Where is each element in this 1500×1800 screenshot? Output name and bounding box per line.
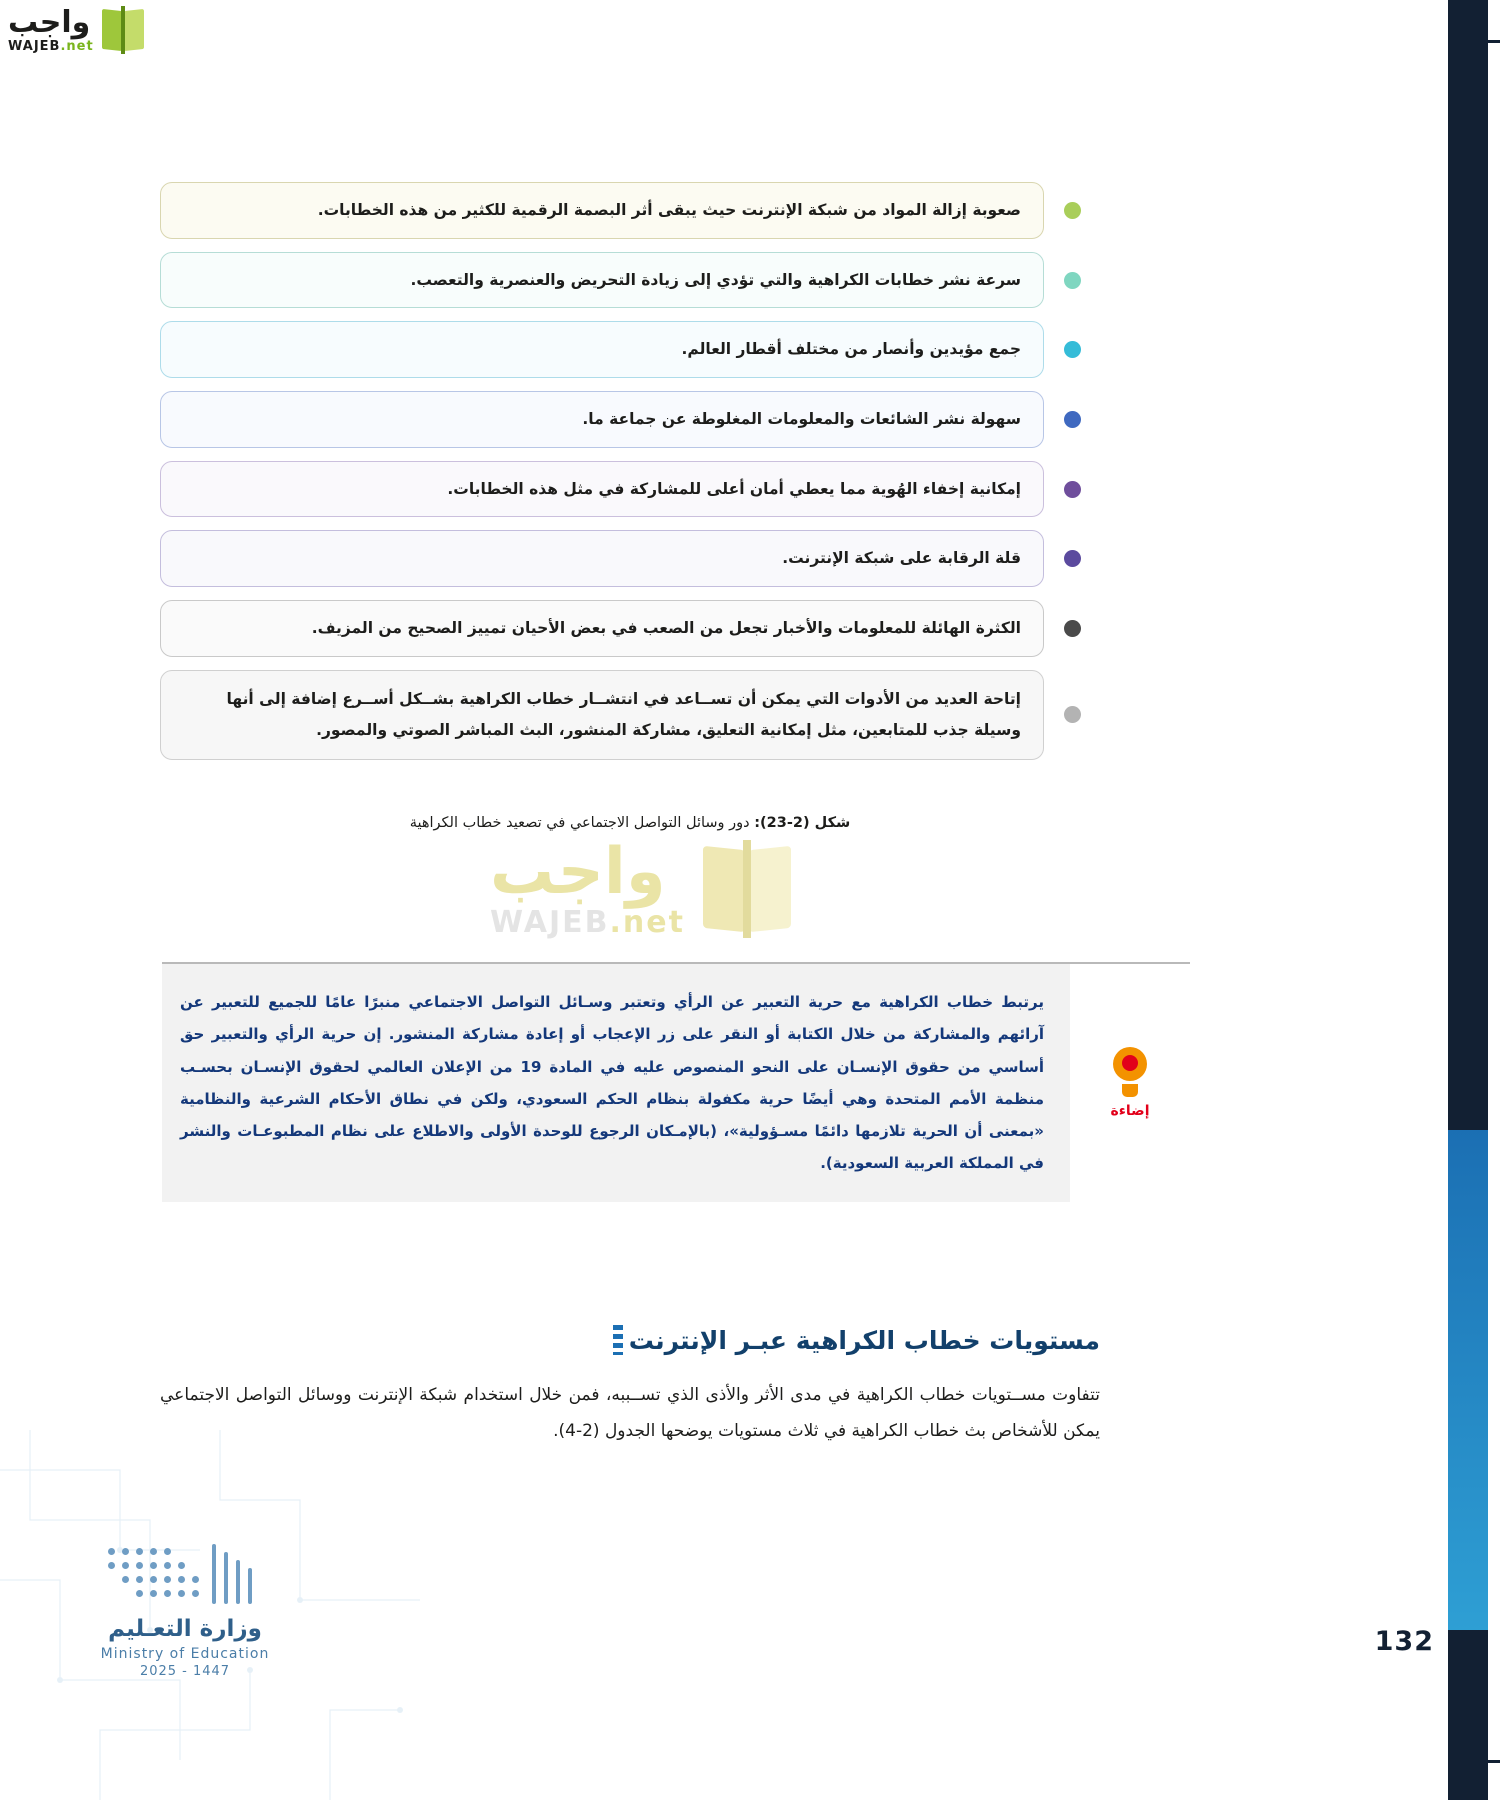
figure-factor-list [160, 182, 1100, 773]
bullet-dot-icon [1059, 702, 1085, 728]
heading-marker-icon [613, 1325, 623, 1355]
bullet-dot-icon [1059, 197, 1085, 223]
bullet-dot-wrapper [1044, 406, 1100, 432]
watermark-arabic: واجب [490, 835, 666, 909]
ministry-name-en: Ministry of Education [100, 1646, 270, 1662]
figure-caption-text: دور وسائل التواصل الاجتماعي في تصعيد خطاب الكراهية [409, 815, 755, 831]
site-logo-latin: WAJEB.net [8, 38, 94, 54]
lightbulb-icon [1108, 1047, 1152, 1097]
bullet-dot-icon [1059, 615, 1085, 641]
figure-caption [160, 815, 1100, 831]
bullet-dot-wrapper [1044, 337, 1100, 363]
list-item [160, 461, 1100, 518]
bullet-dot-icon [1059, 406, 1085, 432]
bullet-dot-wrapper [1044, 546, 1100, 572]
bullet-dot-icon [1059, 476, 1085, 502]
note-label: إضاءة [1110, 1102, 1150, 1119]
watermark [490, 835, 795, 940]
bullet-dot-icon [1059, 337, 1085, 363]
ministry-year: 2025 - 1447 [139, 1664, 231, 1679]
factor-text: إمكانية إخفاء الهُوية مما يعطي أمان أعلى للمشاركة في مثل هذه الخطابات. [160, 461, 1044, 518]
factor-text: قلة الرقابة على شبكة الإنترنت. [160, 530, 1044, 587]
note-icon-column [1070, 964, 1190, 1202]
page-number: 132 [1374, 1626, 1434, 1657]
list-item [160, 530, 1100, 587]
watermark-book-icon [699, 840, 795, 938]
rail-tick [1488, 1760, 1500, 1763]
illumination-note [162, 962, 1190, 1202]
factor-text: إتاحة العديد من الأدوات التي يمكن أن تســاعد في انتشــار خطاب الكراهية بشــكل أســرع إضافة إلى أنها وسيلة جذب للمتابعين، مثل إمكانية التعليق، مشاركة المنشور، البث المباشر الصوتي والمصور. [160, 670, 1044, 760]
rail-segment-blue [1448, 1130, 1488, 1630]
ministry-emblem-icon [100, 1538, 270, 1610]
bullet-dot-wrapper [1044, 476, 1100, 502]
factor-text: سرعة نشر خطابات الكراهية والتي تؤدي إلى زيادة التحريض والعنصرية والتعصب. [160, 252, 1044, 309]
rail-tick [1488, 40, 1500, 43]
ministry-name-ar: وزارة التعـليم [108, 1616, 262, 1642]
list-item [160, 321, 1100, 378]
list-item [160, 670, 1100, 760]
bullet-dot-wrapper [1044, 702, 1100, 728]
list-item [160, 252, 1100, 309]
factor-text: سهولة نشر الشائعات والمعلومات المغلوطة عن جماعة ما. [160, 391, 1044, 448]
page-title: مستويات خطاب الكراهية عبـر الإنترنت [628, 1325, 1100, 1355]
factor-text: الكثرة الهائلة للمعلومات والأخبار تجعل من الصعب في بعض الأحيان تمييز الصحيح من المزيف. [160, 600, 1044, 657]
figure-caption-label: شكل (2-23): [754, 815, 851, 831]
watermark-text [490, 835, 685, 940]
bullet-dot-wrapper [1044, 615, 1100, 641]
factor-text: جمع مؤيدين وأنصار من مختلف أقطار العالم. [160, 321, 1044, 378]
factor-text: صعوبة إزالة المواد من شبكة الإنترنت حيث يبقى أثر البصمة الرقمية للكثير من هذه الخطابات. [160, 182, 1044, 239]
bullet-dot-wrapper [1044, 197, 1100, 223]
section-paragraph: تتفاوت مســتويات خطاب الكراهية في مدى الأثر والأذى الذي تســببه، فمن خلال استخدام شبكة الإنترنت ووسائل التواصل الاجتماعي يمكن للأشخاص بث خطاب الكراهية في ثلاث مستويات يوضحها الجدول (2-4). [160, 1385, 1100, 1441]
watermark-latin: WAJEB.net [490, 905, 685, 940]
list-item [160, 182, 1100, 239]
list-item [160, 391, 1100, 448]
note-text: يرتبط خطاب الكراهية مع حرية التعبير عن الرأي وتعتبر وسـائل التواصل الاجتماعي منبرًا عامًا للجميع للتعبير عن آرائهم والمشاركة من خلال الكتابة أو النقر على زر الإعجاب أو إعادة مشاركة المنشور. إن حرية الرأي والتعبير حق أساسي من حقوق الإنسـان على النحو المنصوص عليه في المادة 19 من الإعلان العالمي لحقوق الإنسـان بحسـب منظمة الأمم المتحدة وهي أيضًا حرية مكفولة بنظام الحكم السعودي، ولكن في نطاق الأحكام الشرعية والنظامية «بمعنى أن الحرية تلازمها دائمًا مسـؤولية»، (بالإمـكان الرجوع للوحدة الأولى والاطلاع على نظام المطبوعـات والنشر في المملكة العربية السعودية). [180, 993, 1044, 1173]
ministry-logo [70, 1538, 300, 1679]
bullet-dot-icon [1059, 267, 1085, 293]
rail-segment-dark-bottom [1448, 1630, 1488, 1800]
rail-segment-dark-top [1448, 0, 1488, 1130]
list-item [160, 600, 1100, 657]
bullet-dot-icon [1059, 546, 1085, 572]
site-logo-arabic: واجب [8, 4, 91, 40]
page-side-rail [1440, 0, 1500, 1800]
section-heading [160, 1325, 1100, 1355]
bullet-dot-wrapper [1044, 267, 1100, 293]
